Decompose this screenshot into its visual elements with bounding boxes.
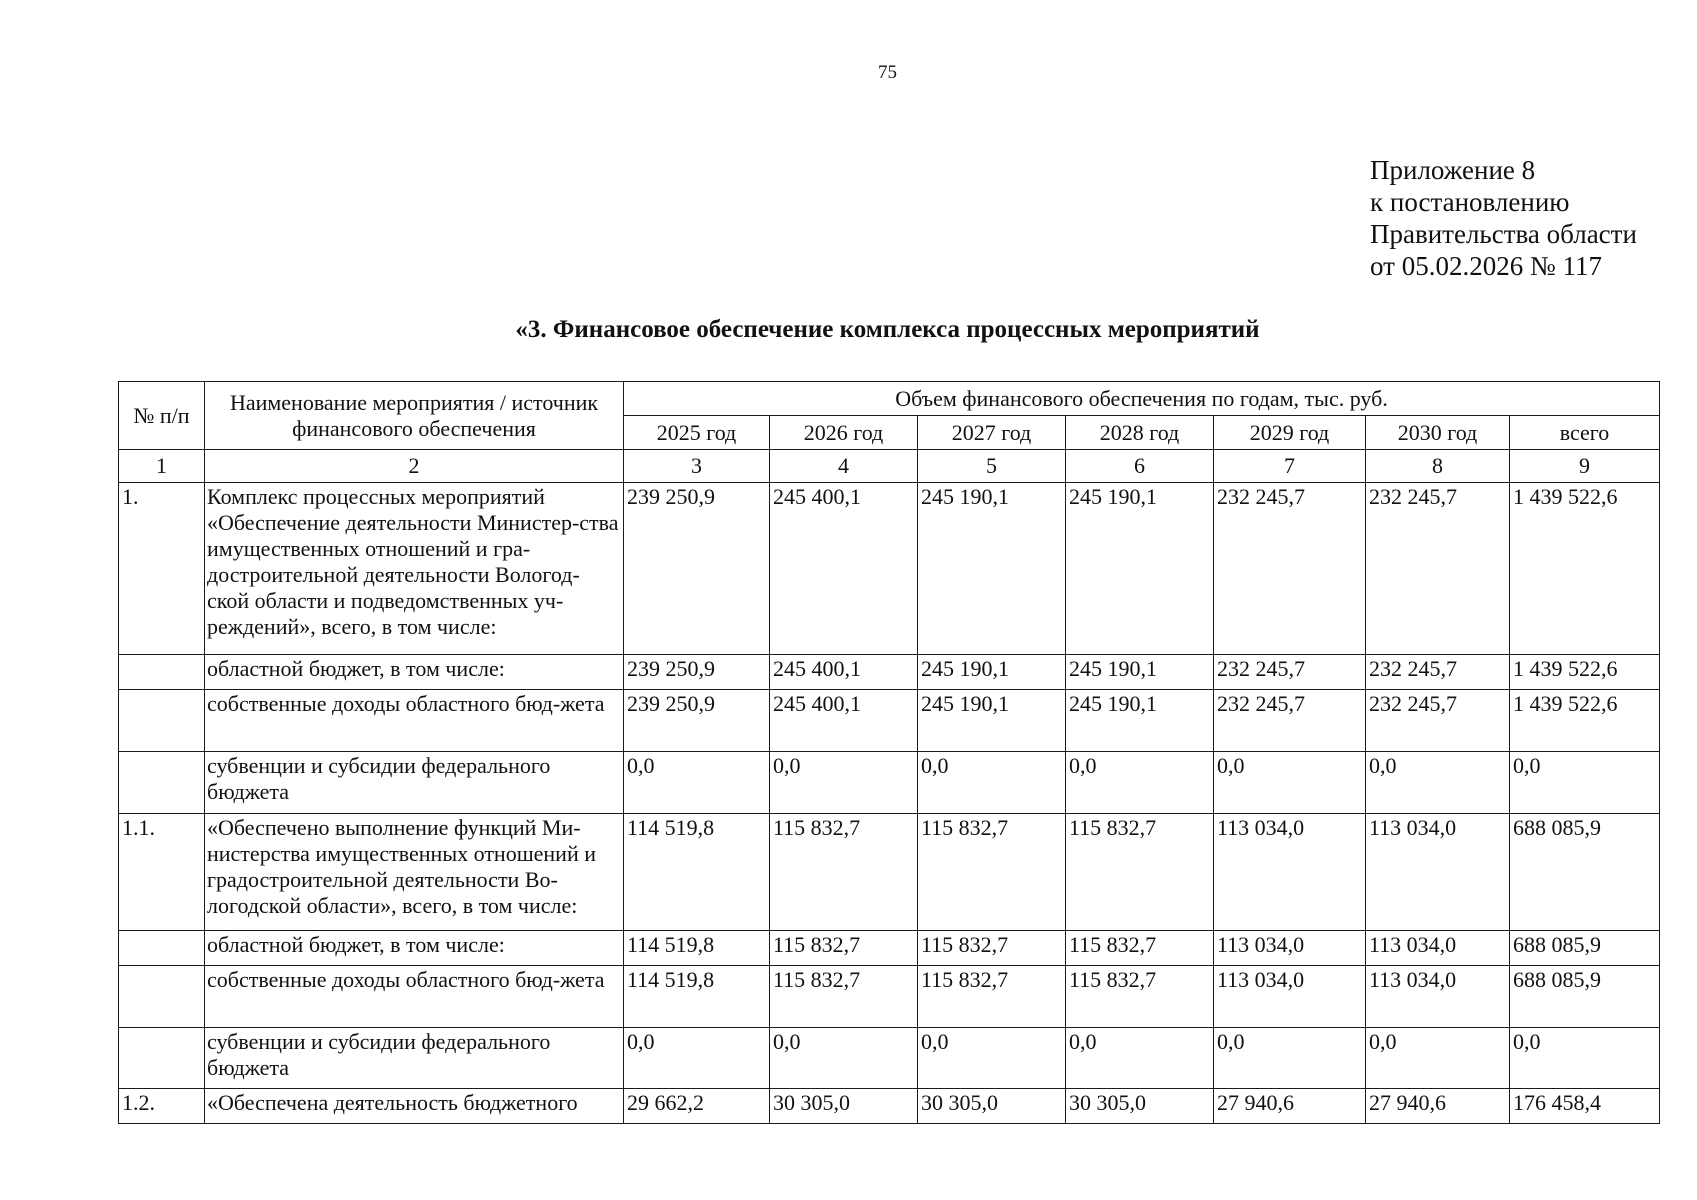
col-number: 1 [119, 450, 205, 483]
row-value: 115 832,7 [1066, 966, 1214, 1028]
row-value: 0,0 [624, 752, 770, 814]
row-value: 0,0 [918, 752, 1066, 814]
row-num [119, 690, 205, 752]
row-value: 0,0 [918, 1028, 1066, 1089]
row-value: 245 190,1 [918, 690, 1066, 752]
row-value: 113 034,0 [1366, 966, 1510, 1028]
row-value: 0,0 [770, 1028, 918, 1089]
row-value: 27 940,6 [1214, 1089, 1366, 1124]
row-name: областной бюджет, в том числе: [205, 655, 624, 690]
row-value: 245 400,1 [770, 655, 918, 690]
row-value: 239 250,9 [624, 483, 770, 655]
col-number: 4 [770, 450, 918, 483]
header-year: 2029 год [1214, 416, 1366, 450]
row-value: 27 940,6 [1366, 1089, 1510, 1124]
row-num: 1. [119, 483, 205, 655]
header-year: 2027 год [918, 416, 1066, 450]
col-number: 7 [1214, 450, 1366, 483]
row-name: собственные доходы областного бюд-жета [205, 966, 624, 1028]
row-value: 0,0 [1066, 1028, 1214, 1089]
row-value: 0,0 [1366, 1028, 1510, 1089]
row-value: 0,0 [1510, 1028, 1660, 1089]
row-value: 245 190,1 [918, 655, 1066, 690]
appendix-line-3: Правительства области [1370, 219, 1637, 249]
appendix-block [1370, 154, 1637, 282]
row-name: субвенции и субсидии федерального бюджета [205, 1028, 624, 1089]
row-name: «Обеспечена деятельность бюджетного [205, 1089, 624, 1124]
row-value: 232 245,7 [1214, 690, 1366, 752]
row-value: 113 034,0 [1366, 931, 1510, 966]
header-year: 2028 год [1066, 416, 1214, 450]
row-value: 29 662,2 [624, 1089, 770, 1124]
col-number: 5 [918, 450, 1066, 483]
table-row [119, 966, 1660, 1028]
col-number: 3 [624, 450, 770, 483]
col-number: 8 [1366, 450, 1510, 483]
row-value: 245 190,1 [1066, 483, 1214, 655]
row-value: 114 519,8 [624, 931, 770, 966]
col-number: 9 [1510, 450, 1660, 483]
row-num [119, 655, 205, 690]
header-row-col-numbers [119, 450, 1660, 483]
row-value: 113 034,0 [1366, 814, 1510, 931]
row-value: 0,0 [1214, 752, 1366, 814]
table-row [119, 1028, 1660, 1089]
row-value: 115 832,7 [918, 931, 1066, 966]
row-name: Комплекс процессных мероприятий «Обеспечение деятельности Министер-ства имущественных отношений и гра-достроительной деятельности Вологод-ской области и подведомственных уч-реждений», всего, в том числе: [205, 483, 624, 655]
row-value: 245 190,1 [918, 483, 1066, 655]
row-value: 245 400,1 [770, 690, 918, 752]
appendix-line-4: от 05.02.2026 № 117 [1370, 251, 1602, 281]
row-value: 176 458,4 [1510, 1089, 1660, 1124]
row-value: 30 305,0 [1066, 1089, 1214, 1124]
row-value: 232 245,7 [1366, 655, 1510, 690]
row-value: 688 085,9 [1510, 814, 1660, 931]
row-value: 115 832,7 [918, 814, 1066, 931]
row-value: 1 439 522,6 [1510, 483, 1660, 655]
row-value: 115 832,7 [770, 931, 918, 966]
row-num: 1.1. [119, 814, 205, 931]
col-number: 2 [205, 450, 624, 483]
row-value: 113 034,0 [1214, 814, 1366, 931]
row-value: 239 250,9 [624, 690, 770, 752]
header-year: 2030 год [1366, 416, 1510, 450]
row-value: 113 034,0 [1214, 931, 1366, 966]
row-value: 232 245,7 [1366, 483, 1510, 655]
table-row [119, 752, 1660, 814]
row-value: 30 305,0 [770, 1089, 918, 1124]
row-value: 0,0 [1510, 752, 1660, 814]
row-value: 239 250,9 [624, 655, 770, 690]
row-value: 245 190,1 [1066, 655, 1214, 690]
row-value: 0,0 [1066, 752, 1214, 814]
header-year: 2025 год [624, 416, 770, 450]
table-row [119, 931, 1660, 966]
row-value: 245 190,1 [1066, 690, 1214, 752]
row-name: областной бюджет, в том числе: [205, 931, 624, 966]
row-name: субвенции и субсидии федерального бюджета [205, 752, 624, 814]
row-value: 232 245,7 [1214, 483, 1366, 655]
row-value: 115 832,7 [1066, 931, 1214, 966]
row-num [119, 966, 205, 1028]
row-name: собственные доходы областного бюд-жета [205, 690, 624, 752]
row-value: 688 085,9 [1510, 966, 1660, 1028]
row-value: 0,0 [624, 1028, 770, 1089]
row-value: 113 034,0 [1214, 966, 1366, 1028]
row-value: 114 519,8 [624, 814, 770, 931]
row-value: 30 305,0 [918, 1089, 1066, 1124]
financing-table [118, 381, 1660, 1124]
row-value: 232 245,7 [1214, 655, 1366, 690]
table-row [119, 690, 1660, 752]
row-value: 115 832,7 [1066, 814, 1214, 931]
appendix-line-2: к постановлению [1370, 187, 1570, 217]
row-value: 0,0 [1366, 752, 1510, 814]
appendix-line-1: Приложение 8 [1370, 155, 1536, 185]
row-name: «Обеспечено выполнение функций Ми-нистерства имущественных отношений и градостроительной деятельности Во-логодской области», всего, в том числе: [205, 814, 624, 931]
row-value: 232 245,7 [1366, 690, 1510, 752]
table-row [119, 655, 1660, 690]
header-name: Наименование мероприятия / источник финансового обеспечения [205, 382, 624, 450]
row-value: 245 400,1 [770, 483, 918, 655]
row-value: 1 439 522,6 [1510, 690, 1660, 752]
row-num: 1.2. [119, 1089, 205, 1124]
row-value: 0,0 [770, 752, 918, 814]
row-value: 114 519,8 [624, 966, 770, 1028]
col-number: 6 [1066, 450, 1214, 483]
header-row-1 [119, 382, 1660, 416]
row-num [119, 1028, 205, 1089]
table-row [119, 814, 1660, 931]
header-total: всего [1510, 416, 1660, 450]
header-volume: Объем финансового обеспечения по годам, тыс. руб. [624, 382, 1660, 416]
row-value: 115 832,7 [918, 966, 1066, 1028]
row-value: 115 832,7 [770, 966, 918, 1028]
table-row [119, 1089, 1660, 1124]
row-value: 0,0 [1214, 1028, 1366, 1089]
row-value: 688 085,9 [1510, 931, 1660, 966]
page-number: 75 [878, 62, 897, 83]
header-year: 2026 год [770, 416, 918, 450]
row-value: 115 832,7 [770, 814, 918, 931]
document-title: «3. Финансовое обеспечение комплекса процессных мероприятий [515, 316, 1260, 343]
table-row [119, 483, 1660, 655]
row-num [119, 752, 205, 814]
header-num: № п/п [119, 382, 205, 450]
row-num [119, 931, 205, 966]
row-value: 1 439 522,6 [1510, 655, 1660, 690]
